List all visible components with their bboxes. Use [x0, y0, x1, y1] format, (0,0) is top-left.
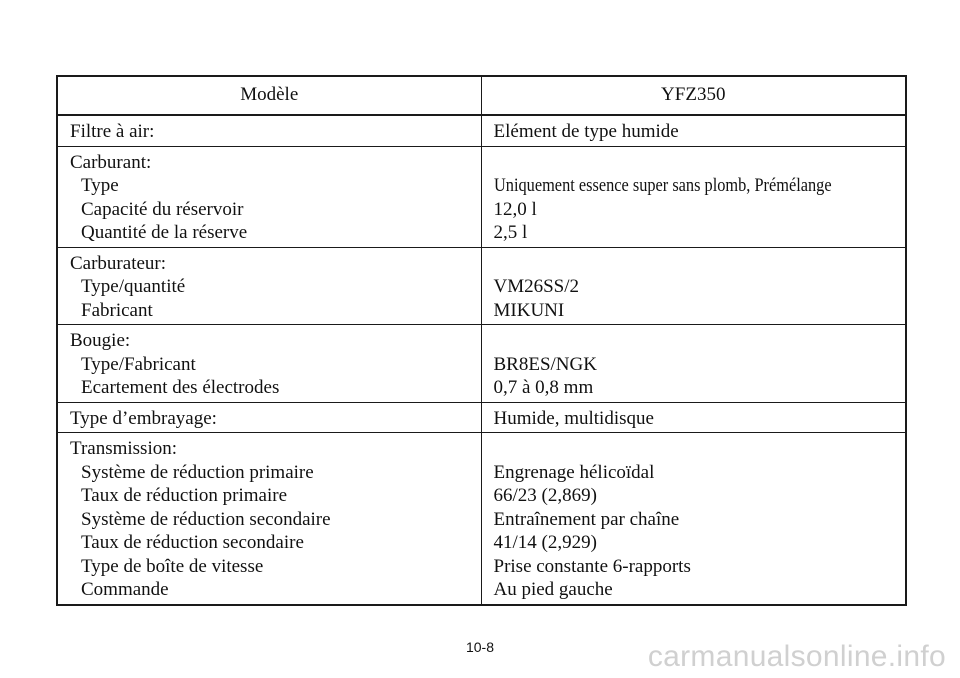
- model-value: YFZ350: [481, 76, 906, 115]
- fuel-type-value: Uniquement essence super sans plomb, Prémélange: [493, 175, 832, 196]
- secondary-reduction-ratio-value: 41/14 (2,929): [493, 532, 597, 553]
- clutch-value: Humide, multidisque: [481, 402, 906, 433]
- operation-label: Commande: [81, 579, 169, 600]
- operation-value: Au pied gauche: [493, 579, 613, 600]
- blank-line: [494, 151, 894, 175]
- air-filter-label: Filtre à air:: [57, 115, 481, 146]
- secondary-reduction-ratio-label: Taux de réduction secondaire: [81, 532, 304, 553]
- page-number: 10-8: [465, 639, 495, 655]
- spark-plug-type-label: Type/Fabricant: [81, 353, 196, 375]
- fuel-tank-capacity-value: 12,0 l: [493, 198, 537, 220]
- gearbox-type-value: Prise constante 6-rapports: [493, 555, 691, 577]
- primary-reduction-ratio-label: Taux de réduction primaire: [81, 485, 288, 506]
- spark-plug-gap-value: 0,7 à 0,8 mm: [493, 377, 594, 398]
- table-row-spark-plug: [57, 325, 906, 403]
- primary-reduction-system-value: Engrenage hélicoïdal: [493, 461, 655, 483]
- table-row-clutch: [57, 402, 906, 433]
- spark-plug-group-label: Bougie:: [70, 330, 131, 351]
- primary-reduction-system-label: Système de réduction primaire: [81, 461, 314, 483]
- gearbox-type-label: Type de boîte de vitesse: [81, 555, 264, 577]
- blank-line: [494, 437, 894, 461]
- table-row-air-filter: [57, 115, 906, 146]
- transmission-labels: [57, 433, 481, 605]
- model-label: Modèle: [57, 76, 481, 115]
- clutch-label: Type d’embrayage:: [57, 402, 481, 433]
- table-header-row: [57, 76, 906, 115]
- transmission-group-label: Transmission:: [70, 438, 177, 459]
- fuel-reserve-value: 2,5 l: [493, 222, 528, 243]
- specifications-table: [56, 75, 907, 606]
- fuel-tank-capacity-label: Capacité du réservoir: [81, 198, 244, 220]
- carburetor-maker-value: MIKUNI: [493, 299, 565, 321]
- air-filter-value: Elément de type humide: [481, 115, 906, 146]
- spark-plug-type-value: BR8ES/NGK: [493, 353, 597, 375]
- table-row-carburetor: [57, 247, 906, 325]
- table-row-transmission: [57, 433, 906, 605]
- fuel-values: [481, 146, 906, 247]
- spark-plug-labels: [57, 325, 481, 403]
- fuel-group-label: Carburant:: [70, 151, 152, 173]
- primary-reduction-ratio-value: 66/23 (2,869): [493, 485, 597, 506]
- blank-line: [494, 329, 894, 353]
- fuel-reserve-label: Quantité de la réserve: [81, 222, 248, 243]
- spark-plug-gap-label: Ecartement des électrodes: [81, 377, 280, 398]
- fuel-labels: [57, 146, 481, 247]
- watermark: carmanualsonline.info: [647, 640, 946, 673]
- carburetor-values: [481, 247, 906, 325]
- carburetor-group-label: Carburateur:: [70, 252, 167, 274]
- carburetor-maker-label: Fabricant: [81, 299, 153, 321]
- carburetor-type-label: Type/quantité: [81, 276, 186, 297]
- spark-plug-values: [481, 325, 906, 403]
- carburetor-type-value: VM26SS/2: [493, 276, 580, 297]
- blank-line: [494, 252, 894, 276]
- secondary-reduction-system-value: Entraînement par chaîne: [493, 508, 680, 530]
- fuel-type-label: Type: [81, 175, 119, 196]
- carburetor-labels: [57, 247, 481, 325]
- secondary-reduction-system-label: Système de réduction secondaire: [81, 508, 331, 530]
- transmission-values: [481, 433, 906, 605]
- table-row-fuel: [57, 146, 906, 247]
